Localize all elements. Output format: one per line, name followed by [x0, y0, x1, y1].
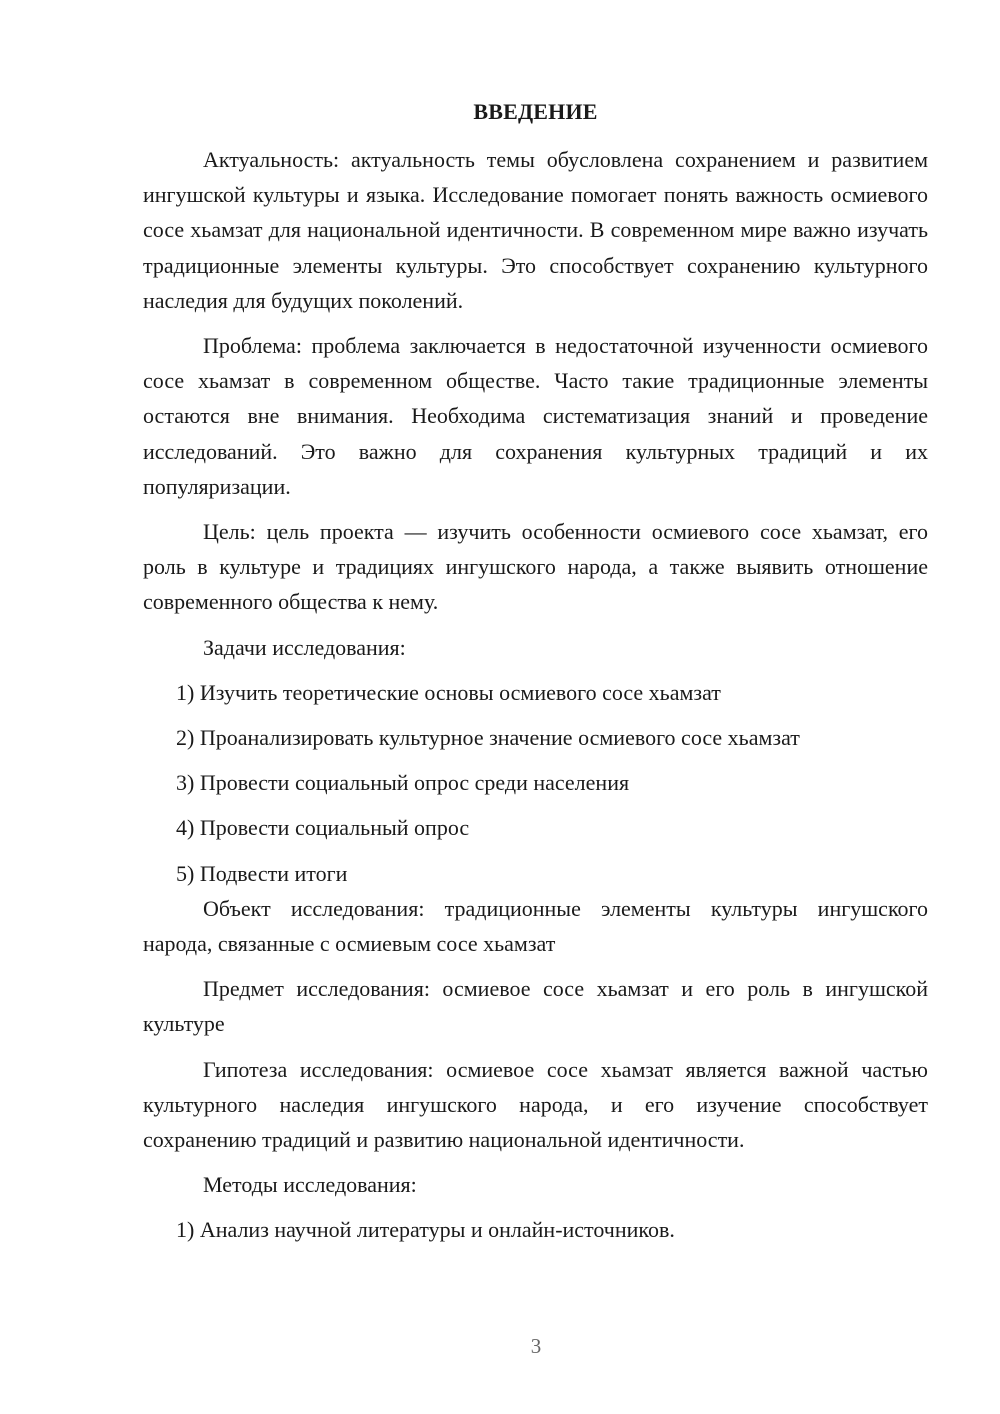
list-item: 1) Анализ научной литературы и онлайн-источников. [176, 1217, 675, 1243]
methods-list [143, 1212, 928, 1247]
tasks-heading: Задачи исследования: [203, 634, 406, 660]
list-item: 5) Подвести итоги [176, 860, 348, 886]
subject-paragraph: Предмет исследования: осмиевое сосе хьамзат и его роль в ингушской культуре [143, 976, 928, 1037]
object-paragraph: Объект исследования: традиционные элементы культуры ингушского народа, связанные с осмиевым сосе хьамзат [143, 895, 928, 957]
list-item: 4) Провести социальный опрос [176, 815, 470, 841]
list-item: 2) Проанализировать культурное значение осмиевого сосе хьамзат [176, 725, 800, 751]
problem-paragraph: Проблема: проблема заключается в недостаточной изученности осмиевого сосе хьамзат в современном обществе. Часто такие традиционные элементы остаются вне внимания. Необходима систематизация знаний и проведение исследований. Это важно для сохранения культурных традиций и их популяризации. [143, 333, 928, 499]
relevance-paragraph: Актуальность: актуальность темы обусловлена сохранением и развитием ингушской культуры и языка. Исследование помогает понять важность осмиевого сосе хьамзат для национальной идентичности. В современном мире важно изучать традиционные элементы культуры. Это способствует сохранению культурного наследия для будущих поколений. [143, 147, 928, 313]
hypothesis-paragraph: Гипотеза исследования: осмиевое сосе хьамзат является важной частью культурного наследия ингушского народа, и его изучение способствует сохранению традиций и развитию национальной идентичности. [143, 1056, 928, 1153]
page-number: 3 [530, 1334, 542, 1358]
tasks-list [143, 675, 928, 891]
document-page [143, 94, 928, 1248]
goal-paragraph: Цель: цель проекта — изучить особенности осмиевого сосе хьамзат, его роль в культуре и традициях ингушского народа, а также выявить отношение современного общества к нему. [143, 519, 928, 615]
list-item: 3) Провести социальный опрос среди населения [176, 770, 630, 796]
section-title: ВВЕДЕНИЕ [473, 99, 598, 124]
list-item: 1) Изучить теоретические основы осмиевого сосе хьамзат [176, 679, 721, 705]
methods-heading: Методы исследования: [203, 1172, 417, 1198]
